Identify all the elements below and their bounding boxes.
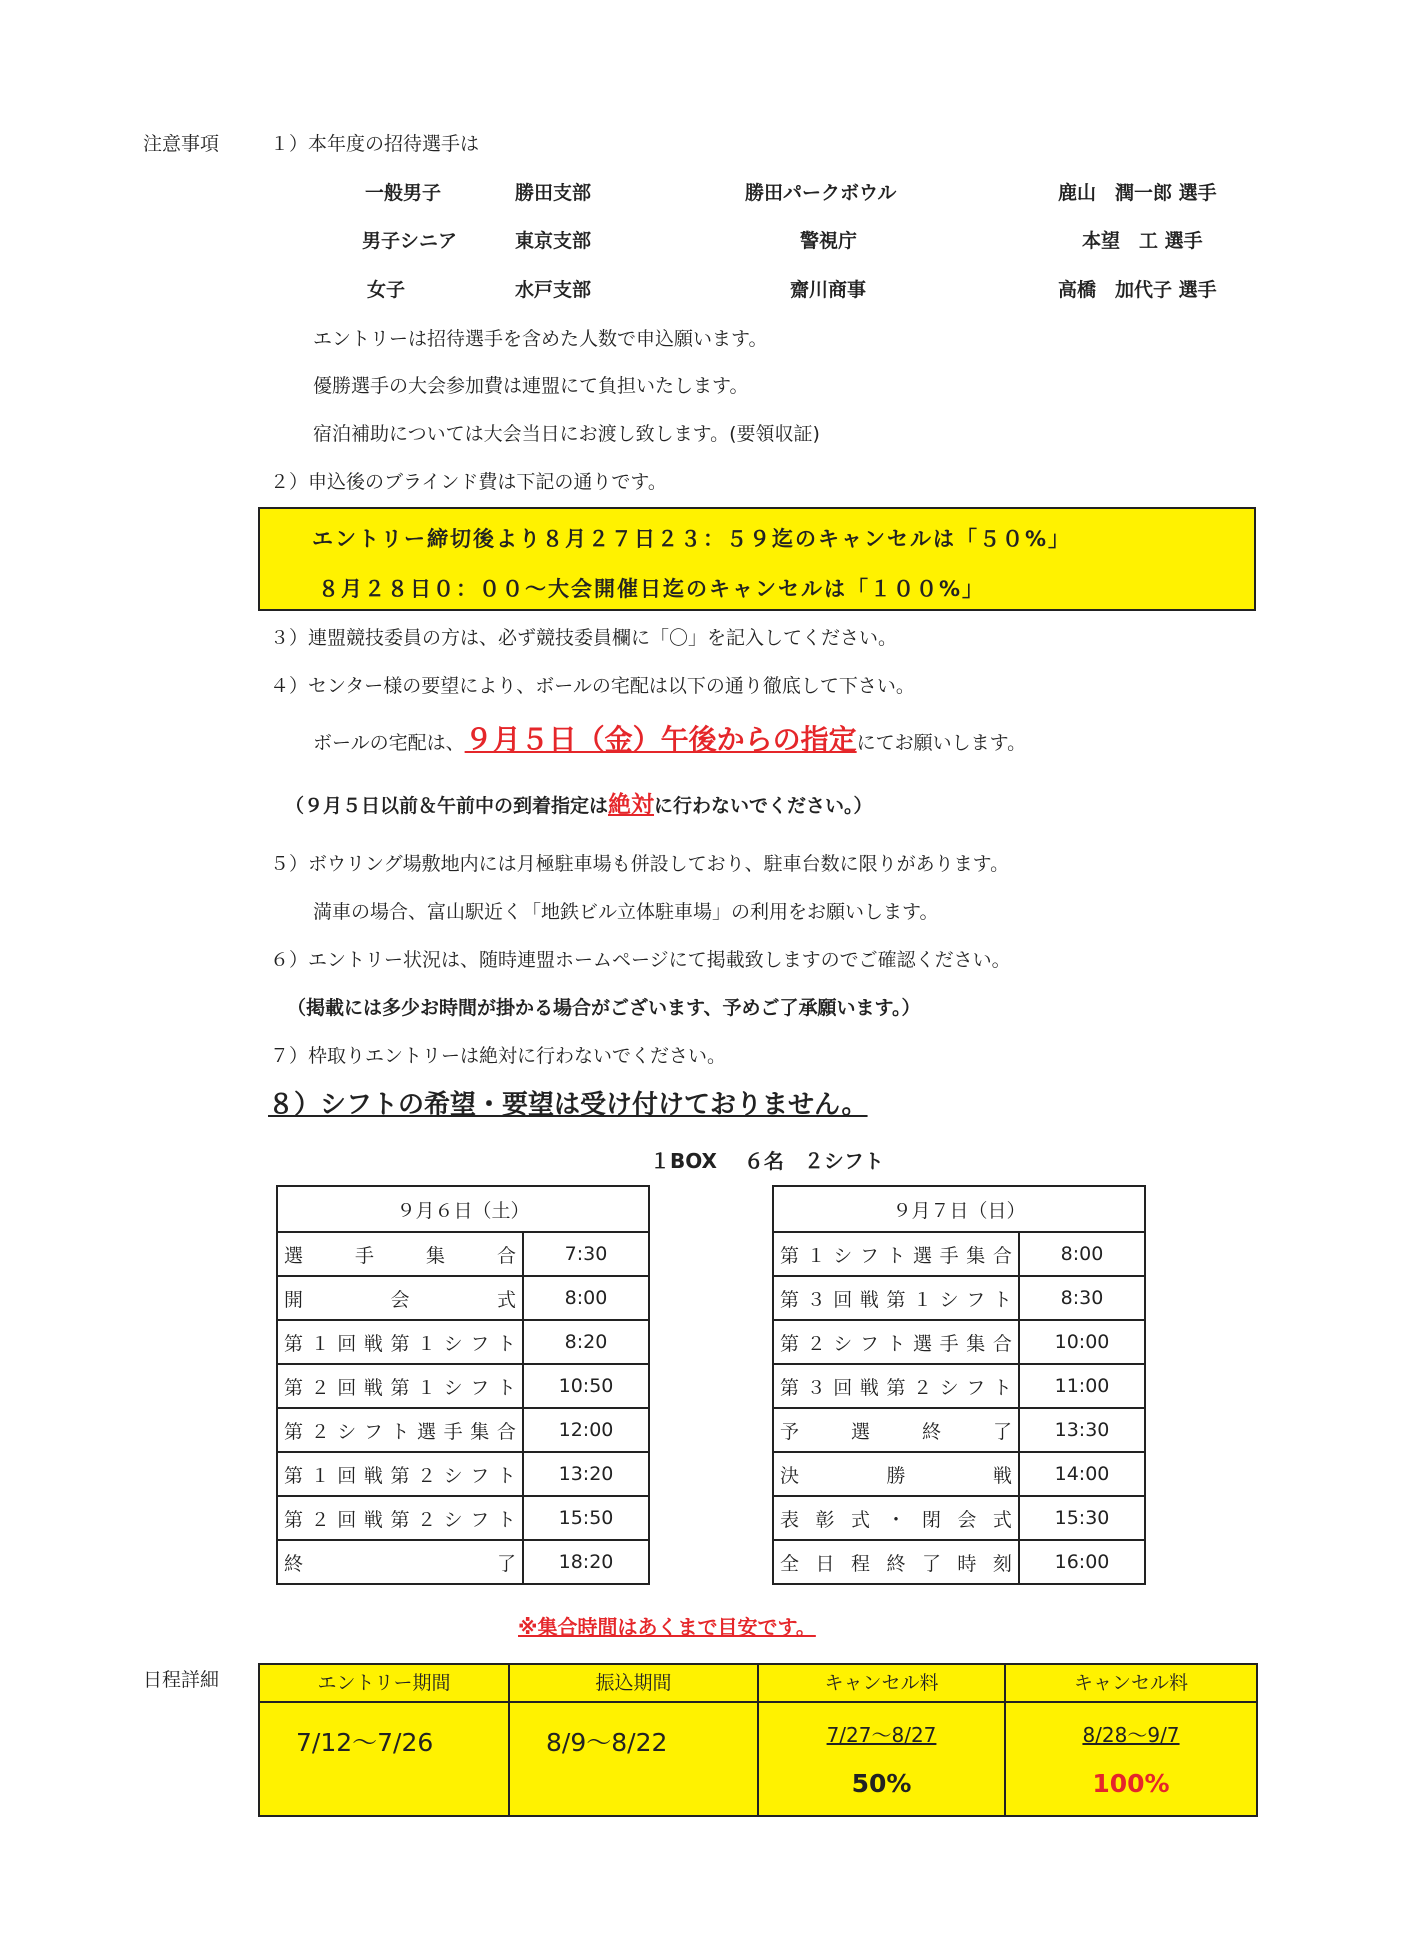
schedule-time: 12:00 [523, 1408, 649, 1452]
schedule-label: 日程詳細 [143, 1669, 220, 1691]
item1-note: 優勝選手の大会参加費は連盟にて負担いたします。 [313, 375, 749, 397]
cancel2-cell [1005, 1702, 1257, 1816]
day1-row-label: 終 了 [284, 1552, 516, 1575]
delivery-date-highlight: ９月５日（金）午後からの指定 [464, 723, 857, 756]
cancel-policy-line: ８月２８日０：００～大会開催日迄のキャンセルは「１００%」 [318, 577, 986, 601]
invited-club: 齋川商事 [790, 279, 867, 301]
invited-player: 高橋 加代子 選手 [1058, 279, 1217, 301]
day2-row-label: 表 彰 式 ・ 閉 会 式 [780, 1508, 1012, 1531]
schedule-time: 11:00 [1019, 1364, 1145, 1408]
invited-category: 一般男子 [365, 182, 442, 204]
item-8: ８）シフトの希望・要望は受け付けておりません。 [268, 1090, 868, 1120]
schedule-time: 10:50 [523, 1364, 649, 1408]
invited-player: 鹿山 潤一郎 選手 [1058, 182, 1217, 204]
day2-header: ９月７日（日） [773, 1186, 1145, 1232]
day1-row-label: 選 手 集 合 [284, 1244, 516, 1267]
header-payment-period: 振込期間 [509, 1664, 758, 1702]
schedule-event [277, 1408, 523, 1452]
table-row [773, 1452, 1145, 1496]
item1-note: エントリーは招待選手を含めた人数で申込願います。 [313, 328, 768, 350]
cancel1-cell [758, 1702, 1005, 1816]
cancel2-period: 8/28～9/7 [1082, 1723, 1180, 1747]
day2-row-label: 全 日 程 終 了 時 刻 [780, 1552, 1012, 1575]
invited-club: 勝田パークボウル [745, 182, 897, 204]
day2-row-label: 第 ３ 回 戦 第 １ シ フ ト [780, 1288, 1012, 1311]
item-2: ２）申込後のブラインド費は下記の通りです。 [270, 471, 667, 493]
table-row [773, 1320, 1145, 1364]
invited-branch: 東京支部 [515, 230, 592, 252]
cancel-policy-box [258, 507, 1256, 611]
schedule-time: 18:20 [523, 1540, 649, 1584]
day1-row-label: 第 １ 回 戦 第 ２ シ フ ト [284, 1464, 516, 1487]
warning-highlight: 絶対 [608, 792, 655, 818]
schedule-time: 8:00 [523, 1276, 649, 1320]
entry-period-cell [259, 1702, 509, 1816]
schedule-event [773, 1408, 1019, 1452]
item-1: １）本年度の招待選手は [270, 133, 480, 155]
payment-period: 8/9～8/22 [546, 1728, 668, 1757]
warning-prefix: （９月５日以前＆午前中の到着指定は [285, 795, 609, 817]
item-7: ７）枠取りエントリーは絶対に行わないでください。 [270, 1045, 727, 1067]
cancel1-period: 7/27～8/27 [826, 1723, 937, 1747]
item-5: ５）ボウリング場敷地内には月極駐車場も併設しており、駐車台数に限りがあります。 [270, 853, 1010, 875]
day2-schedule-table [772, 1185, 1146, 1585]
table-row [773, 1364, 1145, 1408]
header-cancel-fee: キャンセル料 [1005, 1664, 1257, 1702]
day1-header: ９月６日（土） [277, 1186, 649, 1232]
invited-branch: 水戸支部 [515, 279, 592, 301]
item6-note: （掲載には多少お時間が掛かる場合がございます、予めご了承願います。） [287, 997, 921, 1019]
entry-period: 7/12～7/26 [296, 1728, 434, 1757]
table-row [773, 1232, 1145, 1276]
table-row [277, 1496, 649, 1540]
delivery-instruction [313, 722, 1026, 761]
notes-label: 注意事項 [143, 133, 220, 155]
item-6: ６）エントリー状況は、随時連盟ホームページにて掲載致しますのでご確認ください。 [270, 949, 1011, 971]
schedule-time: 13:30 [1019, 1408, 1145, 1452]
schedule-time: 13:20 [523, 1452, 649, 1496]
invited-category: 男子シニア [362, 230, 458, 252]
schedule-event [773, 1540, 1019, 1584]
cancel1-rate: 50% [851, 1769, 912, 1798]
table-row [277, 1540, 649, 1584]
day2-row-label: 第 １ シ フ ト 選 手 集 合 [780, 1244, 1012, 1267]
schedule-event [277, 1276, 523, 1320]
schedule-time: 14:00 [1019, 1452, 1145, 1496]
schedule-event [773, 1276, 1019, 1320]
item5-note: 満車の場合、富山駅近く「地鉄ビル立体駐車場」の利用をお願いします。 [313, 901, 939, 923]
schedule-time: 15:30 [1019, 1496, 1145, 1540]
schedule-event [773, 1496, 1019, 1540]
item-3: ３）連盟競技委員の方は、必ず競技委員欄に「〇」を記入してください。 [270, 627, 898, 649]
header-cancel-fee: キャンセル料 [758, 1664, 1005, 1702]
invited-branch: 勝田支部 [515, 182, 592, 204]
schedule-event [277, 1496, 523, 1540]
header-entry-period: エントリー期間 [259, 1664, 509, 1702]
schedule-time: 8:30 [1019, 1276, 1145, 1320]
day1-row-label: 開 会 式 [284, 1288, 516, 1311]
schedule-event [773, 1364, 1019, 1408]
time-note: ※集合時間はあくまで目安です。 [518, 1615, 816, 1639]
schedule-event [277, 1320, 523, 1364]
day2-row-label: 決 勝 戦 [780, 1464, 1012, 1487]
delivery-prefix: ボールの宅配は、 [313, 732, 465, 754]
day2-row-label: 第 ２ シ フ ト 選 手 集 合 [780, 1332, 1012, 1355]
cancel-policy-line: エントリー締切後より８月２７日２３：５９迄のキャンセルは「５０%」 [312, 527, 1072, 551]
schedule-event [277, 1364, 523, 1408]
table-row [277, 1452, 649, 1496]
invited-category: 女子 [367, 279, 406, 301]
table-row [277, 1408, 649, 1452]
day1-row-label: 第 １ 回 戦 第 １ シ フ ト [284, 1332, 516, 1355]
table-row [773, 1408, 1145, 1452]
schedule-details-table [258, 1663, 1258, 1817]
invited-club: 警視庁 [800, 230, 858, 252]
table-row [277, 1320, 649, 1364]
invited-player: 本望 工 選手 [1082, 230, 1203, 252]
schedule-time: 8:00 [1019, 1232, 1145, 1276]
schedule-time: 15:50 [523, 1496, 649, 1540]
schedule-event [277, 1452, 523, 1496]
table-row [277, 1364, 649, 1408]
schedule-event [277, 1232, 523, 1276]
schedule-event [277, 1540, 523, 1584]
schedule-event [773, 1232, 1019, 1276]
day1-row-label: 第 ２ シ フ ト 選 手 集 合 [284, 1420, 516, 1443]
schedule-event [773, 1320, 1019, 1364]
delivery-warning [285, 790, 873, 821]
item-4: ４）センター様の要望により、ボールの宅配は以下の通り徹底して下さい。 [270, 675, 915, 697]
table-row [277, 1232, 649, 1276]
delivery-suffix: にてお願いします。 [856, 732, 1027, 754]
schedule-time: 7:30 [523, 1232, 649, 1276]
item1-note: 宿泊補助については大会当日にお渡し致します。(要領収証) [313, 423, 820, 445]
warning-suffix: に行わないでください。） [654, 795, 873, 817]
schedule-event [773, 1452, 1019, 1496]
day1-row-label: 第 ２ 回 戦 第 １ シ フ ト [284, 1376, 516, 1399]
table-row [773, 1540, 1145, 1584]
day2-row-label: 第 ３ 回 戦 第 ２ シ フ ト [780, 1376, 1012, 1399]
schedule-time: 8:20 [523, 1320, 649, 1364]
day1-schedule-table [276, 1185, 650, 1585]
schedule-time: 10:00 [1019, 1320, 1145, 1364]
box-info: １BOX ６名 ２シフト [650, 1149, 884, 1173]
payment-period-cell [509, 1702, 758, 1816]
day1-row-label: 第 ２ 回 戦 第 ２ シ フ ト [284, 1508, 516, 1531]
table-row [773, 1496, 1145, 1540]
cancel2-rate: 100% [1092, 1769, 1170, 1798]
day2-row-label: 予 選 終 了 [780, 1420, 1012, 1443]
table-row [773, 1276, 1145, 1320]
table-row [277, 1276, 649, 1320]
schedule-time: 16:00 [1019, 1540, 1145, 1584]
